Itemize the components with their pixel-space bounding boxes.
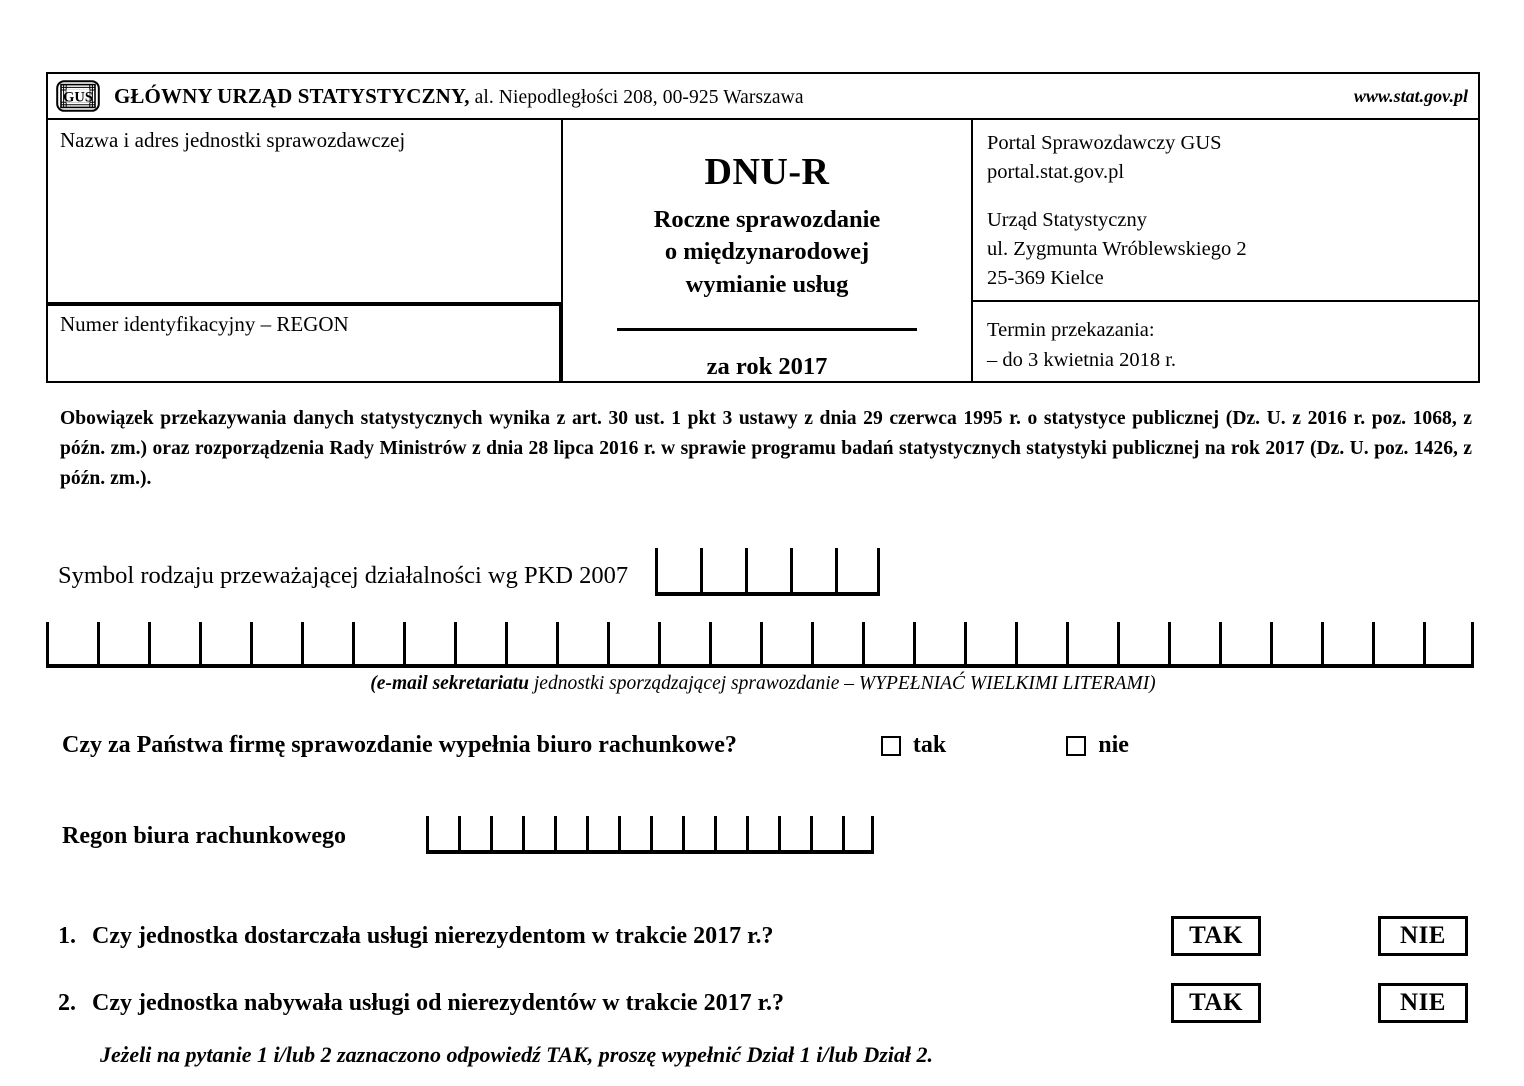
gus-organization-name: GŁÓWNY URZĄD STATYSTYCZNY, bbox=[114, 83, 470, 108]
question-1-tak-button[interactable]: TAK bbox=[1171, 916, 1261, 956]
form-title-divider bbox=[617, 328, 917, 331]
comb-cell[interactable] bbox=[556, 622, 607, 664]
deadline-cell bbox=[973, 302, 1478, 381]
comb-cell[interactable] bbox=[964, 622, 1015, 664]
question-1-answers bbox=[1171, 916, 1468, 956]
comb-cell[interactable] bbox=[490, 816, 522, 850]
comb-cell[interactable] bbox=[714, 816, 746, 850]
pkd-input-comb[interactable] bbox=[655, 548, 880, 596]
comb-cell[interactable] bbox=[810, 816, 842, 850]
question-2-row bbox=[58, 983, 1468, 1023]
question-2-tak-button[interactable]: TAK bbox=[1171, 983, 1261, 1023]
form-subtitle-line-2: o międzynarodowej bbox=[664, 238, 870, 266]
comb-cell[interactable] bbox=[403, 622, 454, 664]
question-1-text: Czy jednostka dostarczała usługi nierezydentom w trakcie 2017 r.? bbox=[92, 922, 774, 949]
comb-cell[interactable] bbox=[1066, 622, 1117, 664]
accounting-office-regon-row bbox=[62, 816, 874, 854]
question-1-number: 1. bbox=[58, 922, 76, 949]
email-caption-mid: jednostki sporządzającej sprawozdanie – bbox=[529, 673, 859, 694]
email-caption-bold: (e-mail sekretariatu bbox=[370, 673, 529, 694]
statistical-office-name: Urząd Statystyczny bbox=[987, 208, 1147, 231]
statistical-office-city: 25-369 Kielce bbox=[987, 267, 1104, 290]
comb-cell[interactable] bbox=[658, 622, 709, 664]
checkbox-nie-label: nie bbox=[1098, 732, 1129, 758]
form-code: DNU-R bbox=[704, 151, 830, 193]
question-2-number: 2. bbox=[58, 989, 76, 1016]
comb-cell[interactable] bbox=[250, 622, 301, 664]
gus-organization-line bbox=[114, 84, 804, 109]
header-right-column bbox=[973, 120, 1478, 381]
comb-cell[interactable] bbox=[607, 622, 658, 664]
comb-cell[interactable] bbox=[842, 816, 874, 850]
deadline-value: – do 3 kwietnia 2018 r. bbox=[987, 348, 1177, 371]
pkd-row bbox=[58, 548, 880, 596]
question-2-text: Czy jednostka nabywała usługi od nierezydentów w trakcie 2017 r.? bbox=[92, 989, 785, 1016]
legal-basis-paragraph: Obowiązek przekazywania danych statystycznych wynika z art. 30 ust. 1 pkt 3 ustawy z dnia 29 czerwca 1995 r. o statystyce publicznej (Dz. U. z 2016 r. poz. 1068, z późn. zm.) oraz rozporządzenia Rady Ministrów z dnia 28 lipca 2016 r. w sprawie programu badań statystycznych statystyki publicznej na rok 2017 (Dz. U. poz. 1426, z późn. zm.). bbox=[60, 408, 1472, 489]
portal-info-cell bbox=[973, 120, 1478, 302]
comb-cell[interactable] bbox=[1117, 622, 1168, 664]
accounting-office-question-row bbox=[62, 732, 1422, 759]
comb-cell[interactable] bbox=[46, 622, 97, 664]
comb-cell[interactable] bbox=[1270, 622, 1321, 664]
comb-cell[interactable] bbox=[913, 622, 964, 664]
unit-name-address-label: Nazwa i adres jednostki sprawozdawczej bbox=[60, 128, 406, 152]
comb-cell[interactable] bbox=[426, 816, 458, 850]
comb-cell[interactable] bbox=[650, 816, 682, 850]
accounting-office-regon-comb[interactable] bbox=[426, 816, 874, 854]
gus-logo-icon bbox=[56, 80, 100, 112]
comb-cell[interactable] bbox=[790, 548, 835, 592]
checkbox-tak-label: tak bbox=[912, 732, 947, 758]
comb-cell[interactable] bbox=[301, 622, 352, 664]
checkbox-tak[interactable] bbox=[881, 736, 901, 756]
comb-cell[interactable] bbox=[745, 548, 790, 592]
comb-cell[interactable] bbox=[655, 548, 700, 592]
pkd-label: Symbol rodzaju przeważającej działalności wg PKD 2007 bbox=[58, 562, 629, 589]
portal-url[interactable]: portal.stat.gov.pl bbox=[987, 161, 1125, 184]
header-left-column bbox=[48, 120, 563, 381]
comb-cell[interactable] bbox=[682, 816, 714, 850]
accounting-office-question-text: Czy za Państwa firmę sprawozdanie wypełnia biuro rachunkowe? bbox=[62, 732, 737, 758]
regon-identifier-field[interactable] bbox=[46, 302, 563, 381]
form-title-cell bbox=[563, 120, 973, 381]
question-1-row bbox=[58, 916, 1468, 956]
gus-website-link[interactable]: www.stat.gov.pl bbox=[1353, 85, 1468, 106]
portal-name: Portal Sprawozdawczy GUS bbox=[987, 132, 1222, 154]
regon-identifier-label: Numer identyfikacyjny – REGON bbox=[60, 312, 349, 336]
portal-spacer bbox=[987, 188, 1478, 206]
checkbox-nie[interactable] bbox=[1066, 736, 1086, 756]
comb-cell[interactable] bbox=[505, 622, 556, 664]
comb-cell[interactable] bbox=[709, 622, 760, 664]
accounting-office-no-option[interactable] bbox=[1066, 732, 1129, 759]
comb-cell[interactable] bbox=[862, 622, 913, 664]
form-subtitle-line-1: Roczne sprawozdanie bbox=[653, 205, 881, 233]
email-caption bbox=[46, 673, 1480, 695]
instruction-footnote: Jeżeli na pytanie 1 i/lub 2 zaznaczono odpowiedź TAK, proszę wypełnić Dział 1 i/lub Dział 2. bbox=[100, 1042, 934, 1067]
comb-cell[interactable] bbox=[97, 622, 148, 664]
deadline-label: Termin przekazania: bbox=[987, 319, 1155, 341]
comb-cell[interactable] bbox=[1219, 622, 1270, 664]
comb-cell[interactable] bbox=[1015, 622, 1066, 664]
email-input-comb[interactable] bbox=[46, 622, 1474, 668]
gus-header-bar bbox=[48, 74, 1478, 120]
comb-cell[interactable] bbox=[352, 622, 403, 664]
form-subtitle-line-3: wymianie usług bbox=[685, 270, 849, 298]
comb-cell[interactable] bbox=[554, 816, 586, 850]
question-2-nie-button[interactable]: NIE bbox=[1378, 983, 1468, 1023]
comb-cell[interactable] bbox=[811, 622, 862, 664]
comb-cell[interactable] bbox=[1321, 622, 1372, 664]
email-caption-uppercase-note: WYPEŁNIAĆ WIELKIMI LITERAMI) bbox=[858, 673, 1156, 694]
statistical-office-street: ul. Zygmunta Wróblewskiego 2 bbox=[987, 237, 1247, 260]
comb-cell[interactable] bbox=[458, 816, 490, 850]
comb-cell[interactable] bbox=[760, 622, 811, 664]
header-table bbox=[46, 72, 1480, 383]
comb-cell[interactable] bbox=[1168, 622, 1219, 664]
comb-cell[interactable] bbox=[618, 816, 650, 850]
comb-cell[interactable] bbox=[746, 816, 778, 850]
comb-cell[interactable] bbox=[835, 548, 880, 592]
comb-cell[interactable] bbox=[778, 816, 810, 850]
comb-cell[interactable] bbox=[148, 622, 199, 664]
accounting-office-yes-option[interactable] bbox=[881, 732, 946, 759]
comb-cell[interactable] bbox=[700, 548, 745, 592]
comb-cell[interactable] bbox=[586, 816, 618, 850]
form-subtitle bbox=[563, 204, 971, 302]
form-year: za rok 2017 bbox=[706, 352, 828, 380]
comb-cell[interactable] bbox=[199, 622, 250, 664]
comb-cell[interactable] bbox=[454, 622, 505, 664]
comb-cell[interactable] bbox=[1372, 622, 1423, 664]
unit-name-address-field[interactable] bbox=[48, 120, 563, 302]
header-body bbox=[48, 120, 1478, 381]
comb-cell[interactable] bbox=[522, 816, 554, 850]
svg-text:GUS: GUS bbox=[63, 89, 93, 106]
gus-address: al. Niepodległości 208, 00-925 Warszawa bbox=[469, 86, 804, 108]
question-2-answers bbox=[1171, 983, 1468, 1023]
accounting-office-regon-label: Regon biura rachunkowego bbox=[62, 823, 347, 849]
question-1-nie-button[interactable]: NIE bbox=[1378, 916, 1468, 956]
comb-cell[interactable] bbox=[1423, 622, 1474, 664]
